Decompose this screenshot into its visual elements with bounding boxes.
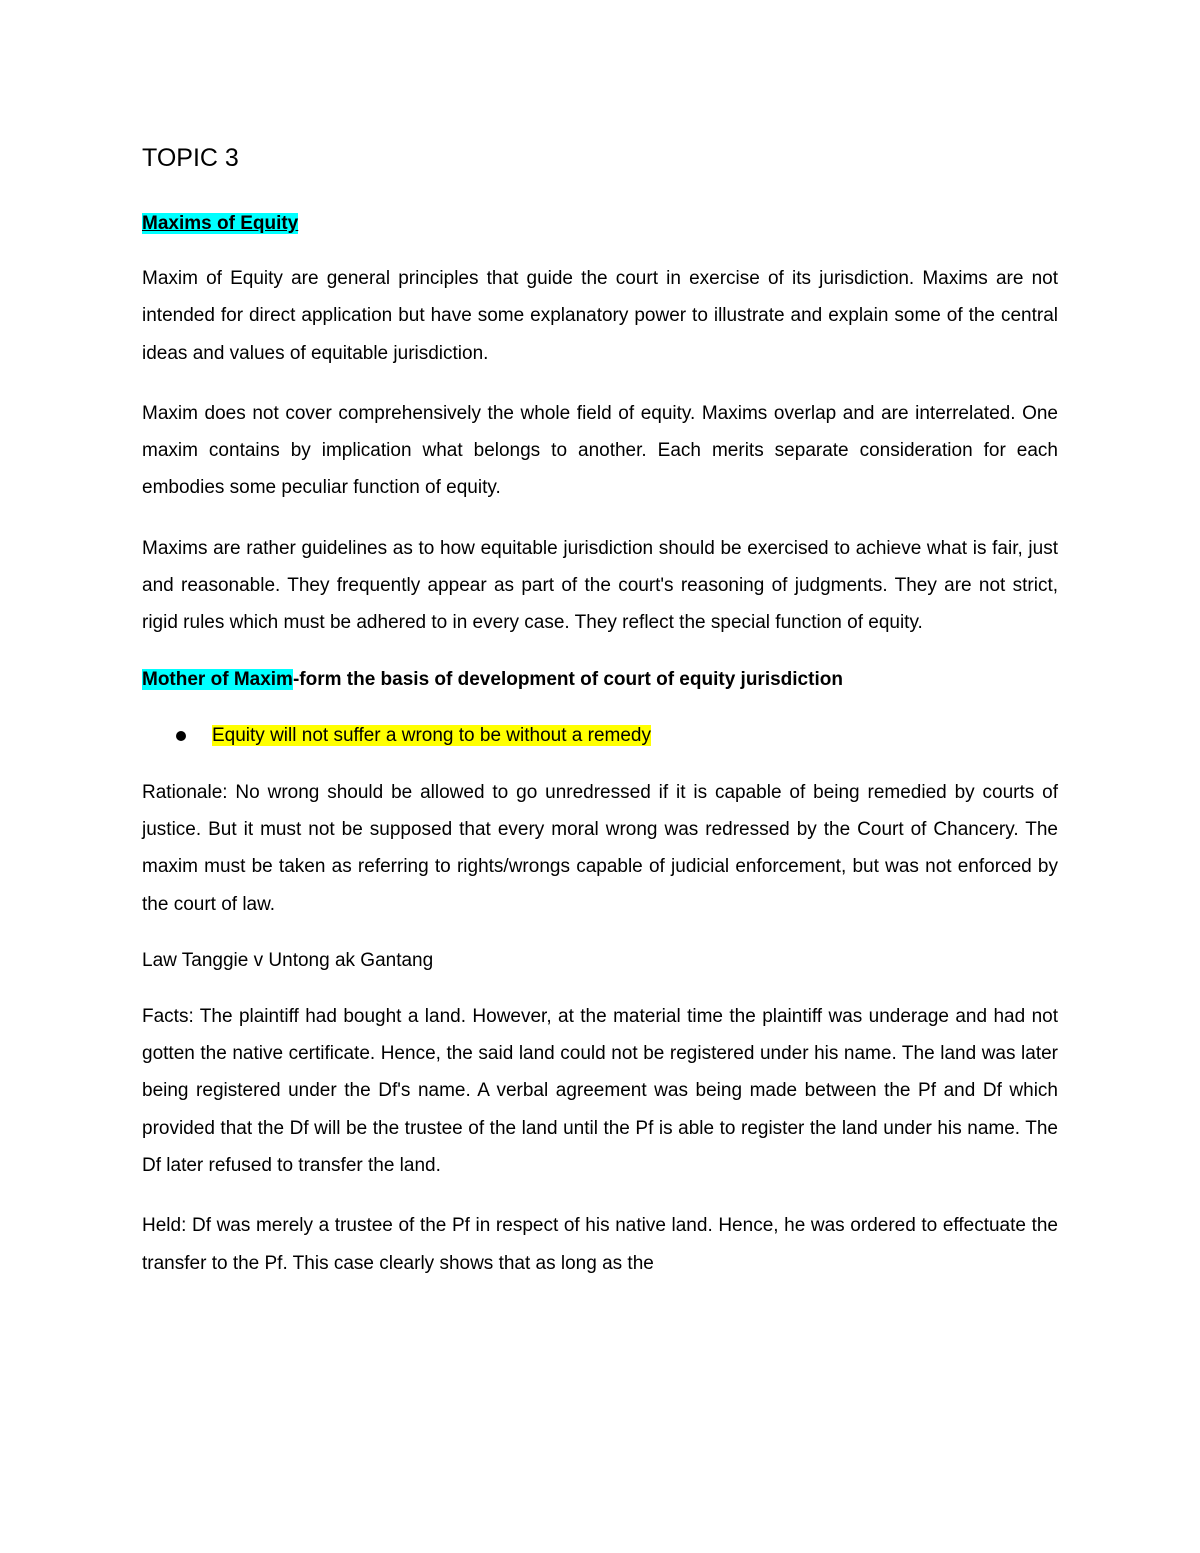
mother-of-maxim-description: -form the basis of development of court of equity jurisdiction [292, 668, 843, 690]
paragraph-coverage: Maxim does not cover comprehensively the whole field of equity. Maxims overlap and are interrelated. One maxim contains by implication what belongs to another. Each merits separate consideration for each embodies some peculiar function of equity. [142, 402, 1058, 499]
case-title: Law Tanggie v Untong ak Gantang [142, 949, 434, 971]
maxim-bullet-item [142, 721, 1058, 751]
paragraph-rationale: Rationale: No wrong should be allowed to go unredressed if it is capable of being remedied by courts of justice. But it must not be supposed that every moral wrong was redressed by the Court of Chancery. The maxim must be taken as referring to rights/wrongs capable of judicial enforcement, but was not enforced by the court of law. [142, 781, 1058, 915]
case-held: Held: Df was merely a trustee of the Pf in respect of his native land. Hence, he was ordered to effectuate the transfer to the Pf. This case clearly shows that as long as the [142, 1215, 1058, 1274]
maxim-bullet-text: Equity will not suffer a wrong to be without a remedy [212, 724, 651, 746]
mother-of-maxim-label: Mother of Maxim [142, 668, 293, 690]
topic-title: TOPIC 3 [142, 144, 239, 172]
mother-of-maxim-heading [142, 665, 1058, 695]
paragraph-guidelines: Maxims are rather guidelines as to how equitable jurisdiction should be exercised to achieve what is fair, just and reasonable. They frequently appear as part of the court's reasoning of judgments. They are not strict, rigid rules which must be adhered to in every case. They reflect the special function of equity. [142, 537, 1058, 634]
case-facts: Facts: The plaintiff had bought a land. However, at the material time the plaintiff was underage and had not gotten the native certificate. Hence, the said land could not be registered under his name. The land was later being registered under the Df's name. A verbal agreement was being made between the Pf and Df which provided that the Df will be the trustee of the land until the Pf is able to register the land under his name. The Df later refused to transfer the land. [142, 1005, 1058, 1177]
maxims-heading: Maxims of Equity [142, 213, 299, 234]
paragraph-definition: Maxim of Equity are general principles that guide the court in exercise of its jurisdiction. Maxims are not intended for direct application but have some explanatory power to illustrate and explain some of the central ideas and values of equitable jurisdiction. [142, 268, 1058, 364]
document-body [142, 140, 1058, 1305]
maxims-heading-line [142, 212, 1058, 236]
bullet-icon [176, 731, 186, 741]
